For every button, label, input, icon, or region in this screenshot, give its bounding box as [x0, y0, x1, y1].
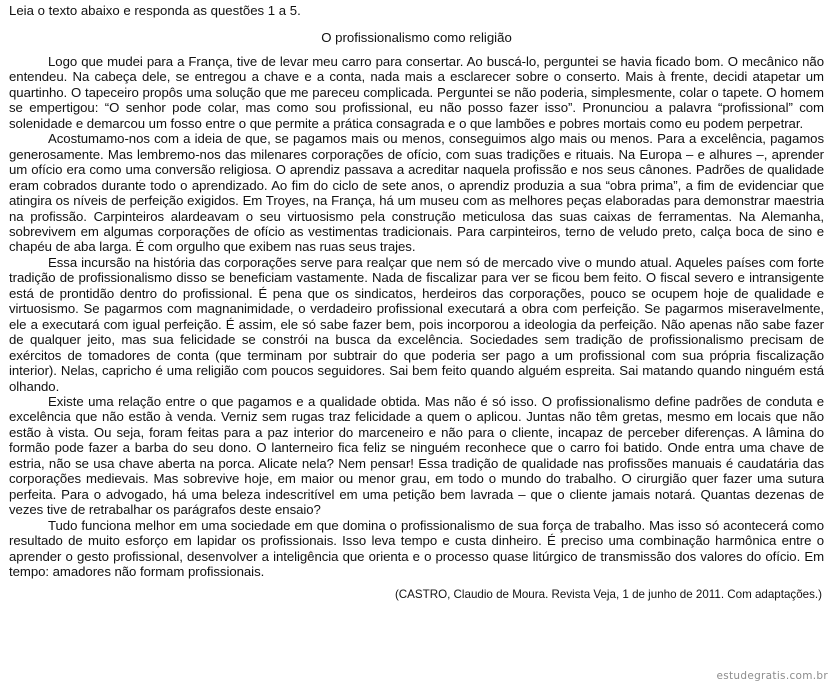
paragraph-4: Existe uma relação entre o que pagamos e a qualidade obtida. Mas não é só isso. O profissionalismo define padrões de conduta e excelência que não estão à venda. Verniz sem rugas traz felicidade a quem o aplicou. Juntas não têm gretas, mesmo em locais que não estão à vista. Ou seja, foram feitas para a paz interior do marceneiro e não para o cliente, incapaz de perceber diferenças. A lâmina do formão pode fazer a barba do seu dono. O lanterneiro fica feliz se ninguém reconhece que o carro foi batido. Onde entra uma chave de estria, não se usa chave aberta na porca. Alicate nela? Nem pensar! Essa tradição de qualidade nas profissões manuais é caudatária das corporações medievais. Mas sobrevive hoje, em maior ou menor grau, em todo o mundo do trabalho. O cirurgião quer fazer uma sutura perfeita. Para o advogado, há uma beleza indescritível em uma petição bem lavrada – que o cliente jamais notará. Quantas dezenas de vezes tive de retrabalhar os parágrafos deste ensaio?: [9, 393, 824, 518]
article-title: O profissionalismo como religião: [321, 29, 512, 45]
paragraph-1: Logo que mudei para a França, tive de levar meu carro para consertar. Ao buscá-lo, perguntei se havia ficado bom. O mecânico não entendeu. Na cabeça dele, se entregou a chave e a conta, nada mais a esclarecer sobre o conserto. Mais à frente, decidi atapetar um quartinho. O tapeceiro propôs uma solução que me pareceu complicada. Perguntei se não poderia, simplesmente, colar o tapete. O homem se empertigou: “O senhor pode colar, mas como sou profissional, eu não posso fazer isso”. Pronunciou a palavra “profissional” com solenidade e demarcou um fosso entre o que permite a prática consagrada e o que lambões e pobres mortais como eu podem perpetrar.: [9, 54, 824, 131]
source-citation: (CASTRO, Claudio de Moura. Revista Veja, 1 de junho de 2011. Com adaptações.): [394, 588, 822, 602]
document-page: [9, 3, 824, 602]
paragraph-5: Tudo funciona melhor em uma sociedade em que domina o profissionalismo de sua força de trabalho. Mas isso só acontecerá como resultado de muito esforço em lapidar os profissionais. Isso leva tempo e custa dinheiro. É preciso uma combinação harmônica entre o aprender o gesto profissional, desenvolver a inteligência que orienta e o processo quase litúrgico de transmissão dos valores do ofício. Em tempo: amadores não formam profissionais.: [9, 517, 824, 579]
paragraph-3: Essa incursão na história das corporações serve para realçar que nem só de mercado vive o mundo atual. Aqueles países com forte tradição de profissionalismo disso se beneficiam vastamente. Nada de fiscalizar para ver se ficou bem feito. O fiscal severo e intransigente está de prontidão dentro do profissional. É pena que os sindicatos, herdeiros das corporações, pouco se ocupem hoje de qualidade e virtuosismo. Se pagarmos com magnanimidade, o verdadeiro profissional executará a obra com perfeição. Se pagarmos miseravelmente, ele a executará com igual perfeição. É assim, ele só sabe fazer bem, pois incorporou a ideologia da perfeição. Não apenas não sabe fazer de qualquer jeito, mas sua felicidade se constrói na busca da excelência. Sociedades sem tradição de profissionalismo precisam de exércitos de tomadores de conta (que terminam por subtrair do que poderia ser pago a um profissional com sua própria fiscalização interior). Nelas, capricho é uma religião com poucos seguidores. Sai bem feito quando alguém espreita. Sai matando quando ninguém está olhando.: [9, 254, 824, 394]
paragraph-2: Acostumamo-nos com a ideia de que, se pagamos mais ou menos, conseguimos algo mais ou menos. Para a excelência, pagamos generosamente. Mas lembremo-nos das milenares corporações de ofício, com suas tradições e rituais. Na Europa – e alhures –, aprender um ofício era como uma conversão religiosa. O aprendiz passava a acreditar naquela profissão e nos seus cânones. Padrões de qualidade eram cobrados durante todo o aprendizado. Ao fim do ciclo de sete anos, o aprendiz produzia a sua “obra prima”, a fim de evidenciar que atingira os níveis de perfeição exigidos. Em Troyes, na França, há um museu com as melhores peças elaboradas para demonstrar maestria na profissão. Carpinteiros alardeavam o seu virtuosismo pela construção meticulosa das suas caixas de ferramentas. Na Alemanha, sobrevivem em algumas corporações de ofício as vestimentas tradicionais. Para carpinteiros, terno de veludo preto, calça boca de sino e chapéu de aba larga. É com orgulho que exibem nas ruas seus trajes.: [9, 131, 824, 255]
site-watermark: estudegratis.com.br: [716, 670, 828, 682]
instructions-text: Leia o texto abaixo e responda as questões 1 a 5.: [9, 3, 301, 18]
